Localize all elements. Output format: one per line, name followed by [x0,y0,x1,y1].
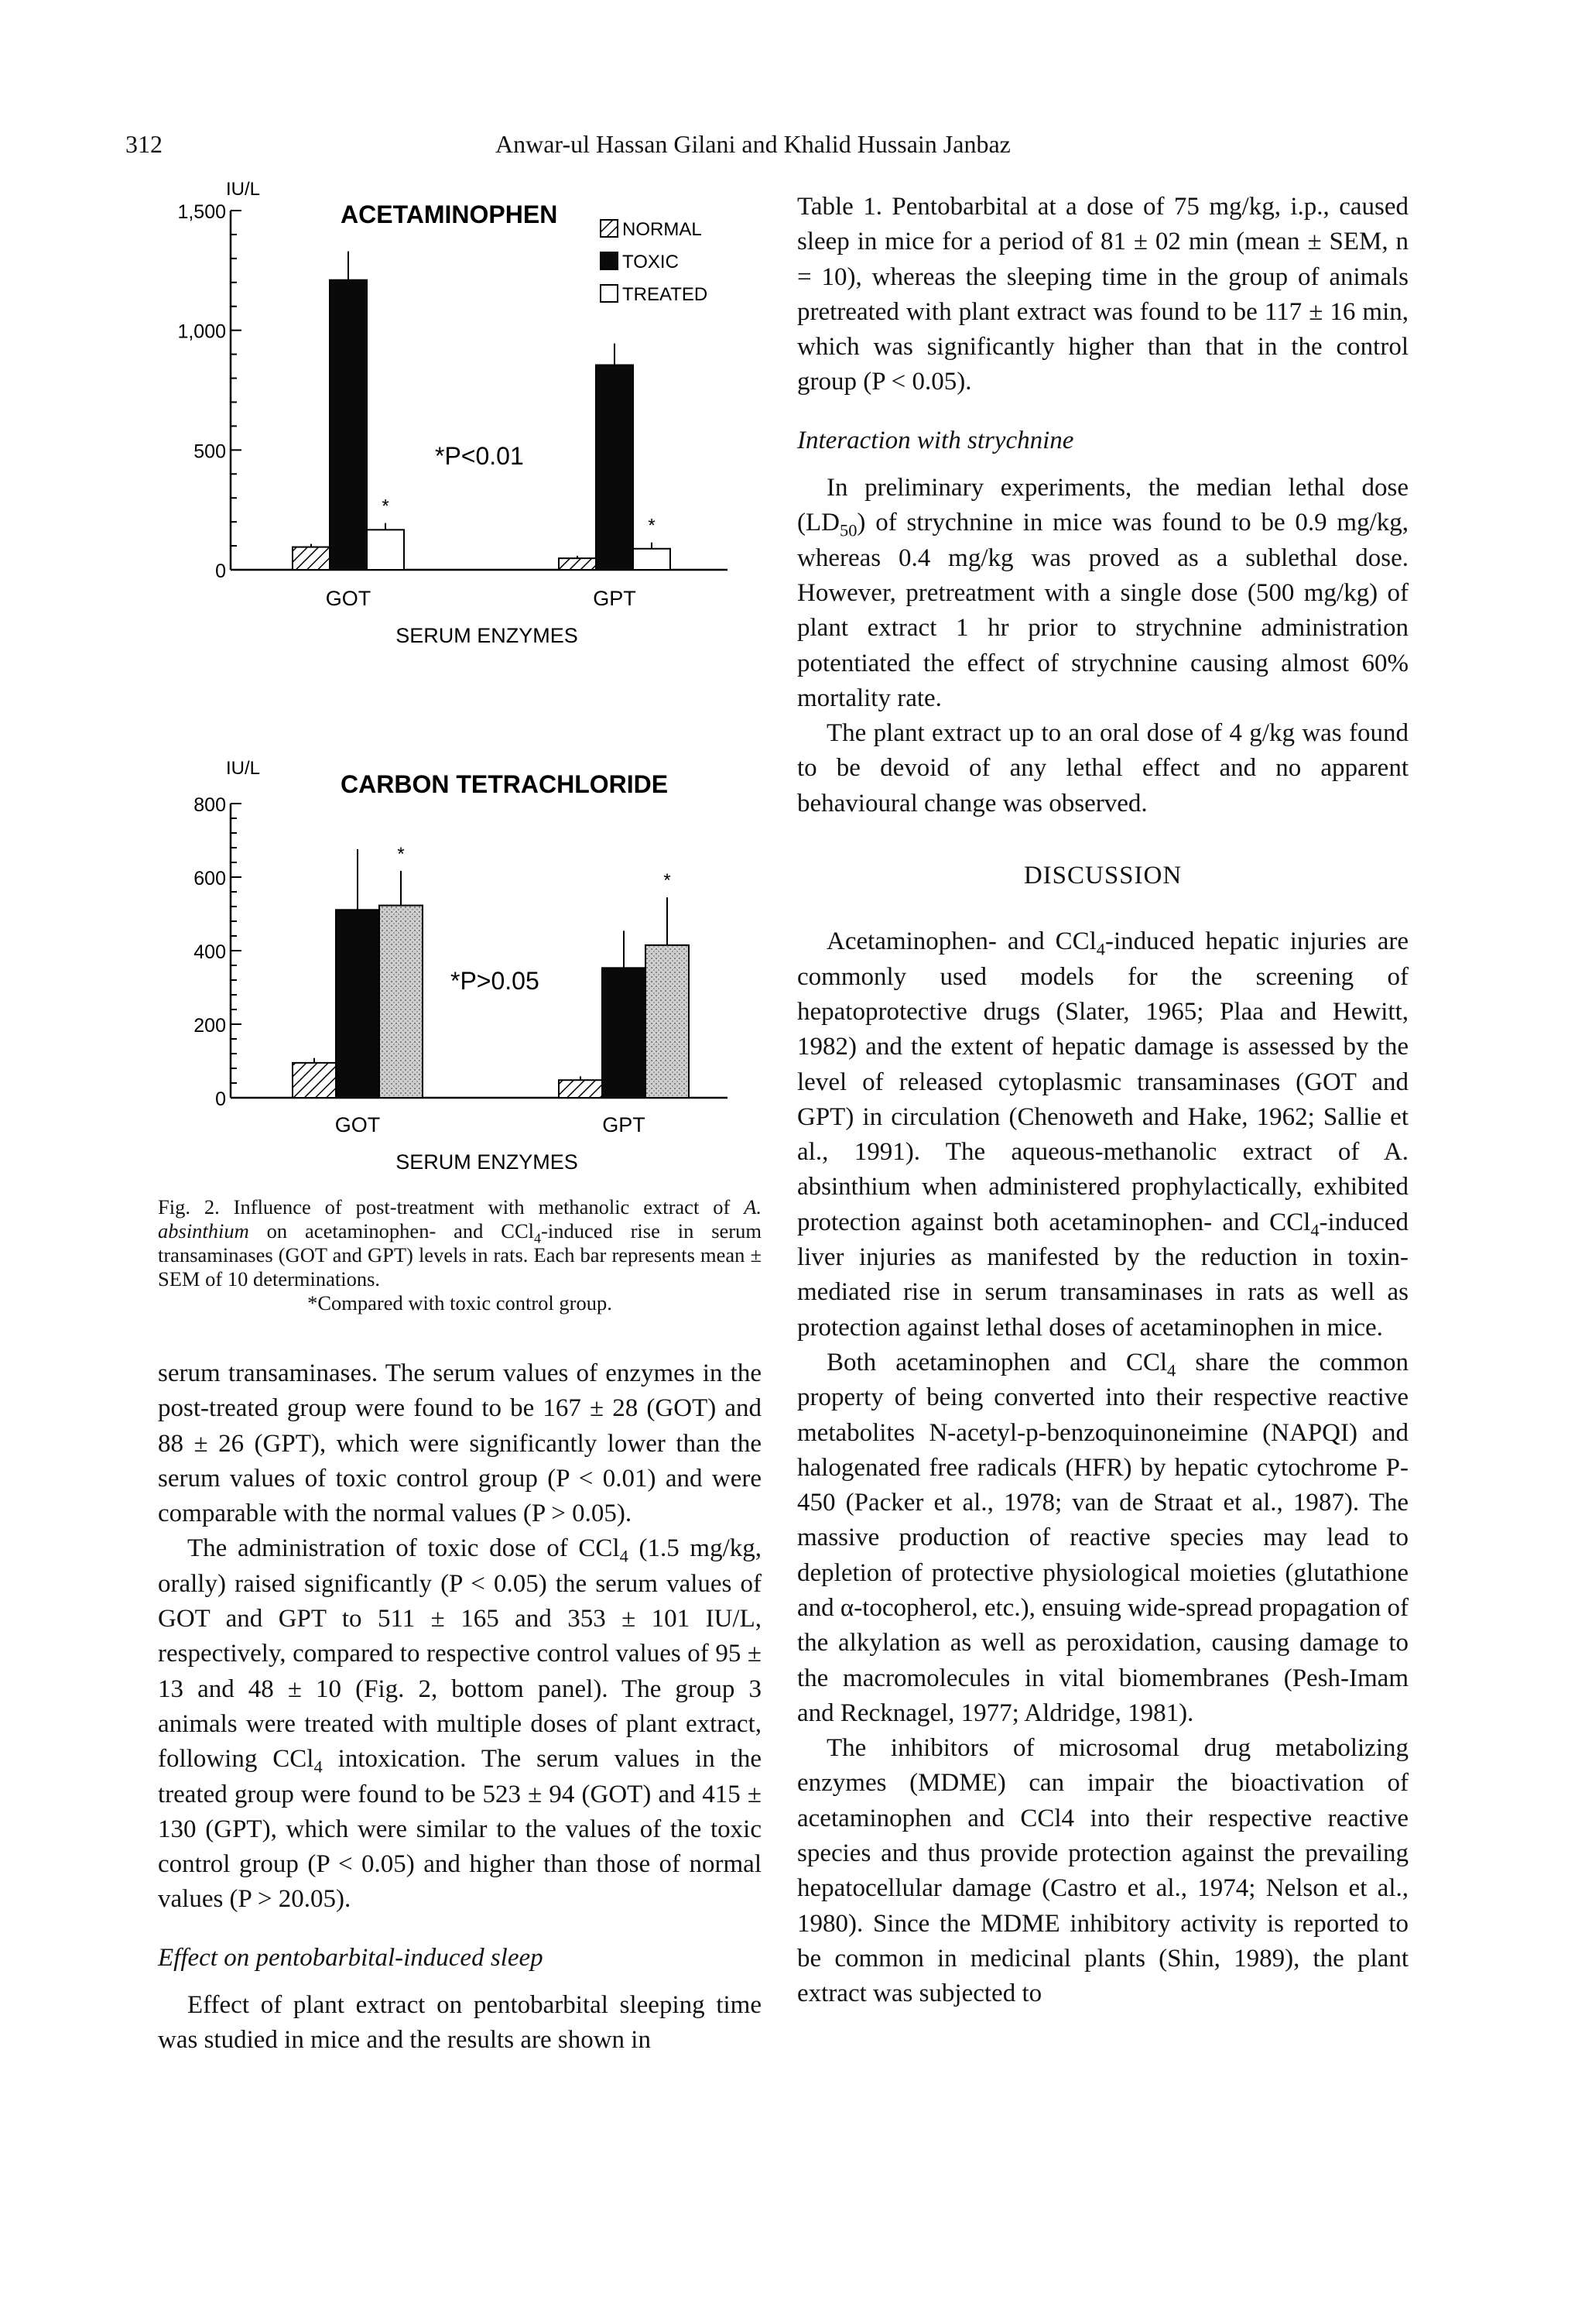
right-p4-sub-2: 4 [1310,1220,1320,1240]
left-p2-c: intoxication. The serum values in the treated group were found to be 523 ± 94 (GOT) and 415 ± 130 (GPT), which were similar to the values of the toxic control group (P < 0.05) and higher than those of normal values (P > 20.05). [158,1745,762,1914]
right-paragraph-2 [797,471,1409,716]
y-tick-label: 500 [193,440,226,463]
normal-bar-gpt [559,1080,602,1098]
figure-caption [158,1195,762,1315]
x-axis-label: SERUM ENZYMES [395,1150,578,1174]
significance-star: * [648,515,656,536]
treated-bar-gpt [645,945,689,1098]
caption-label: Fig. 2. [158,1195,220,1219]
right-paragraph-6: The inhibitors of microsomal drug metabolizing enzymes (MDME) can impair the bioactivation of acetaminophen and CCl4 into their respective reactive species and thus provide protection against the prevailing hepatocellular damage (Castro et al., 1974; Nelson et al., 1980). Since the MDME inhibitory activity is reported to be common in medicinal plants (Shin, 1989), the plant extract was subjected to [797,1734,1409,2008]
caption-text-1: Influence of post-treatment with methanolic extract of [233,1195,731,1219]
normal-bar-got [293,1063,336,1098]
acetaminophen-panel [177,179,727,647]
left-paragraph-3: Effect of plant extract on pentobarbital sleeping time was studied in mice and the results are shown in [158,1991,762,2055]
right-p5-b: share the common property of being converted into their respective reactive metabolites N-acetyl-p-benzoquinoneimine (NAPQI) and halogenated free radicals (HFR) by hepatic cytochrome P-450 (Packer et al., 1978; van de Straat et al., 1987). The massive production of reactive species may lead to depletion of protective physiological moieties (glutathione and α-tocopherol, etc.), ensuing wide-spread propagation of the alkylation as well as peroxidation, causing damage to the macromolecules in vital biomembranes (Pesh-Imam and Recknagel, 1977; Aldridge, 1981). [797,1348,1409,1727]
caption-note: *Compared with toxic control group. [307,1291,612,1315]
caption-text-3: -induced rise in serum transaminases (GOT and GPT) levels in rats. Each bar represents mean ± SEM of 10 determinations. [158,1219,762,1291]
normal-bar-got [293,547,330,570]
category-label: GPT [602,1113,645,1136]
right-p4-c: -induced liver injuries as manifested by the reduction in toxin-mediated rise in serum transaminases in rats as well as protection against lethal doses of acetaminophen in mice. [797,1208,1409,1342]
significance-star: * [397,843,405,865]
right-p2-b: ) of strychnine in mice was found to be 0.9 mg/kg, whereas 0.4 mg/kg was proved as a sublethal dose. However, pretreatment with a single dose (500 mg/kg) of plant extract 1 hr prior to strychnine administration potentiated the effect of strychnine causing almost 60% mortality rate. [797,509,1409,712]
treated-bar-got [379,906,423,1098]
right-p4-a: Acetaminophen- and CCl [827,927,1097,956]
category-label: GPT [593,587,636,610]
toxic-bar-got [330,280,367,570]
legend-swatch-normal [601,220,618,237]
right-p5-a: Both acetaminophen and CCl [827,1348,1168,1376]
right-p2-a: In preliminary experiments, the median lethal dose (LD [797,474,1409,537]
p-value-annotation: *P<0.01 [435,442,524,470]
significance-star: * [663,870,671,892]
left-p2-b: (1.5 mg/kg, orally) raised significantly (P < 0.05) the serum values of GOT and GPT to 511 ± 165 and 353 ± 101 IU/L, respectively, compared to respective control values of 95 ± 13 and 48 ± 10 (Fig. 2, bottom panel). The group 3 animals were treated with multiple doses of plant extract, following CCl [158,1534,762,1774]
category-label: GOT [334,1113,381,1136]
toxic-bar-gpt [596,365,633,570]
y-tick-label: 400 [193,941,226,963]
left-paragraph-2 [158,1531,762,1917]
legend-swatch-treated [601,285,618,302]
y-tick-label: 0 [215,1088,226,1110]
y-unit-label: IU/L [226,179,261,200]
normal-bar-gpt [559,558,596,570]
treated-bar-got [367,530,404,570]
right-subheading: Interaction with strychnine [797,426,1074,454]
x-axis-label: SERUM ENZYMES [395,624,578,647]
caption-species: A. absinthium [158,1195,762,1243]
toxic-bar-got [336,910,379,1098]
chart-title: CARBON TETRACHLORIDE [341,770,669,798]
y-tick-label: 200 [193,1015,226,1037]
left-p2-sub-2: 4 [313,1757,323,1777]
right-p2-sub: 50 [839,520,858,540]
category-label: GOT [325,587,371,610]
right-paragraph-1: Table 1. Pentobarbital at a dose of 75 mg/kg, i.p., caused sleep in mice for a period of 81 ± 02 min (mean ± SEM, n = 10), whereas the sleeping time in the group of animals pretreated with plant extract was found to be 117 ± 16 min, which was significantly higher than that in the control group (P < 0.05). [797,193,1409,396]
right-p4-sub: 4 [1096,939,1105,959]
caption-sub: 4 [534,1230,542,1246]
right-p5-sub: 4 [1167,1360,1176,1380]
left-paragraph-1: serum transaminases. The serum values of enzymes in the post-treated group were found to be 167 ± 28 (GOT) and 88 ± 26 (GPT), which were significantly lower than the serum values of toxic control group (P < 0.01) and were comparable with the normal values (P > 0.05). [158,1359,762,1528]
legend-label-normal: NORMAL [622,219,702,240]
legend-label-treated: TREATED [622,284,708,305]
right-paragraph-3: The plant extract up to an oral dose of 4 g/kg was found to be devoid of any lethal effect and no apparent behavioural change was observed. [797,719,1409,818]
right-p4-b: -induced hepatic injuries are commonly used models for the screening of hepatoprotective drugs (Slater, 1965; Plaa and Hewitt, 1982) and the extent of hepatic damage is assessed by the level of released cytoplasmic transaminases (GOT and GPT) in circulation (Chenoweth and Hake, 1962; Sallie et al., 1991). The aqueous-methanolic extract of A. absinthium when administered prophylactically, exhibited protection against both acetaminophen- and CCl [797,927,1409,1236]
treated-bar-gpt [633,549,670,570]
carbon-tetrachloride-panel [193,758,727,1174]
legend [601,219,707,305]
page-number: 312 [125,130,163,158]
y-tick-label: 1,500 [177,201,226,223]
left-p2-sub: 4 [619,1547,628,1567]
legend-swatch-toxic [601,252,618,269]
legend-label-toxic: TOXIC [622,252,679,273]
toxic-bar-gpt [602,968,645,1098]
running-head: Anwar-ul Hassan Gilani and Khalid Hussain Janbaz [495,130,1011,158]
y-tick-label: 1,000 [177,320,226,343]
right-paragraph-5 [797,1345,1409,1731]
right-column [797,190,1409,2012]
significance-star: * [382,495,389,517]
y-tick-label: 800 [193,794,226,816]
chart-title: ACETAMINOPHEN [341,201,558,228]
left-column [158,1356,762,2058]
caption-text-2: on acetaminophen- and CCl [266,1219,534,1243]
left-subheading: Effect on pentobarbital-induced sleep [158,1943,543,1972]
discussion-heading: DISCUSSION [1023,862,1183,890]
left-p2-a: The administration of toxic dose of CCl [187,1534,620,1563]
y-tick-label: 600 [193,868,226,889]
y-tick-label: 0 [215,560,226,582]
y-unit-label: IU/L [226,758,261,779]
p-value-annotation: *P>0.05 [450,967,539,995]
right-paragraph-4 [797,924,1409,1345]
